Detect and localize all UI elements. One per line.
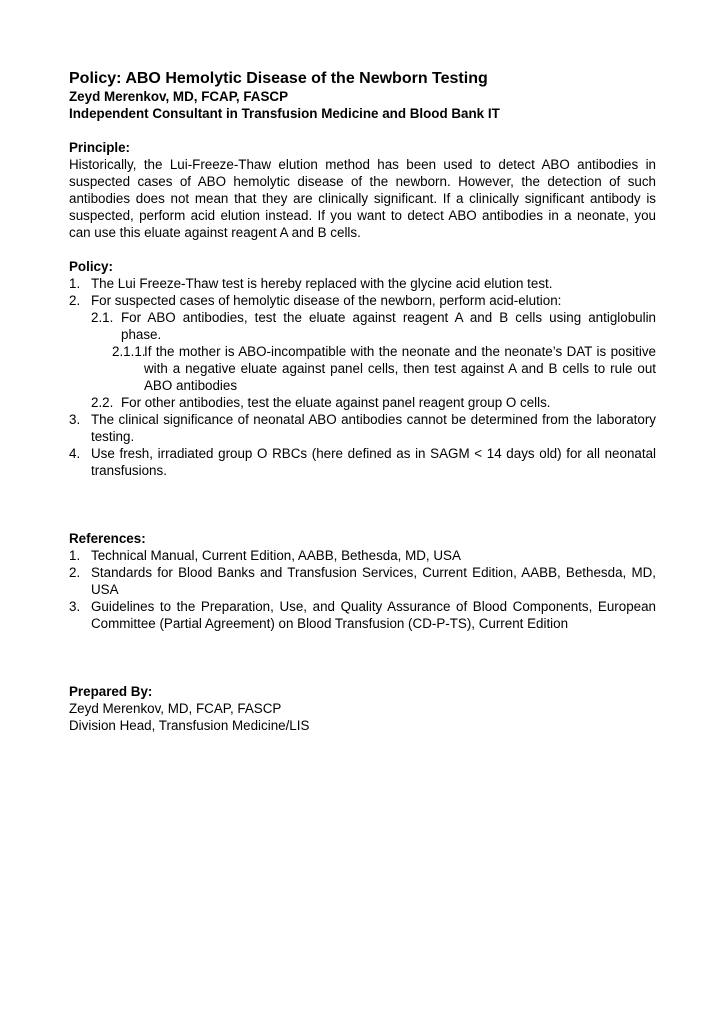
policy-item: [69, 411, 656, 445]
reference-item: [69, 564, 656, 598]
list-text: For ABO antibodies, test the eluate against reagent A and B cells using antiglobulin phase.: [121, 310, 656, 342]
author-affiliation: Independent Consultant in Transfusion Medicine and Blood Bank IT: [69, 106, 500, 121]
policy-item: [69, 445, 656, 479]
policy-subitem: [69, 309, 656, 343]
list-number: 2.: [69, 293, 81, 308]
list-number: 4.: [69, 446, 81, 461]
document-title: Policy: ABO Hemolytic Disease of the Newborn Testing: [69, 70, 488, 87]
principle-text: Historically, the Lui-Freeze-Thaw elution method has been used to detect ABO antibodies in suspected cases of ABO hemolytic disease of the newborn. However, the detection of such antibodies does not mean that they are clinically significant. If a clinically significant antibody is suspected, perform acid elution instead. If you want to detect ABO antibodies in a neonate, you can use this eluate against reagent A and B cells.: [69, 157, 656, 240]
policy-item: [69, 275, 656, 292]
list-text: If the mother is ABO-incompatible with the neonate and the neonate’s DAT is positive with a negative eluate against panel cells, then test against A and B cells to rule out ABO antibodies: [144, 344, 656, 393]
references-list: [69, 547, 656, 632]
preparer-name: Zeyd Merenkov, MD, FCAP, FASCP: [69, 701, 282, 716]
policy-subsubitem: [69, 343, 656, 394]
list-text: Technical Manual, Current Edition, AABB, Bethesda, MD, USA: [91, 548, 461, 563]
list-number: 2.1.1.: [112, 344, 146, 359]
reference-item: [69, 547, 656, 564]
document-body: [69, 69, 656, 734]
list-number: 3.: [69, 412, 81, 427]
list-text: For other antibodies, test the eluate against panel reagent group O cells.: [121, 395, 551, 410]
list-number: 1.: [69, 548, 81, 563]
list-text: Guidelines to the Preparation, Use, and Quality Assurance of Blood Components, European Committee (Partial Agreement) on Blood Transfusion (CD-P-TS), Current Edition: [91, 599, 656, 631]
list-text: For suspected cases of hemolytic disease of the newborn, perform acid-elution:: [91, 293, 562, 308]
list-number: 2.2.: [91, 395, 114, 410]
list-text: Standards for Blood Banks and Transfusion Services, Current Edition, AABB, Bethesda, MD, USA: [91, 565, 656, 597]
list-text: The clinical significance of neonatal ABO antibodies cannot be determined from the laboratory testing.: [91, 412, 656, 444]
list-number: 2.1.: [91, 310, 114, 325]
policy-heading: Policy:: [69, 259, 113, 274]
policy-subitem: [69, 394, 656, 411]
references-heading: References:: [69, 531, 146, 546]
prepared-by-heading: Prepared By:: [69, 684, 153, 699]
reference-item: [69, 598, 656, 632]
principle-heading: Principle:: [69, 140, 131, 155]
policy-list: [69, 275, 656, 479]
list-number: 1.: [69, 276, 81, 291]
author-name: Zeyd Merenkov, MD, FCAP, FASCP: [69, 89, 289, 104]
list-text: Use fresh, irradiated group O RBCs (here defined as in SAGM < 14 days old) for all neonatal transfusions.: [91, 446, 656, 478]
list-number: 2.: [69, 565, 81, 580]
list-number: 3.: [69, 599, 81, 614]
policy-item: [69, 292, 656, 309]
preparer-title: Division Head, Transfusion Medicine/LIS: [69, 718, 310, 733]
list-text: The Lui Freeze-Thaw test is hereby replaced with the glycine acid elution test.: [91, 276, 553, 291]
